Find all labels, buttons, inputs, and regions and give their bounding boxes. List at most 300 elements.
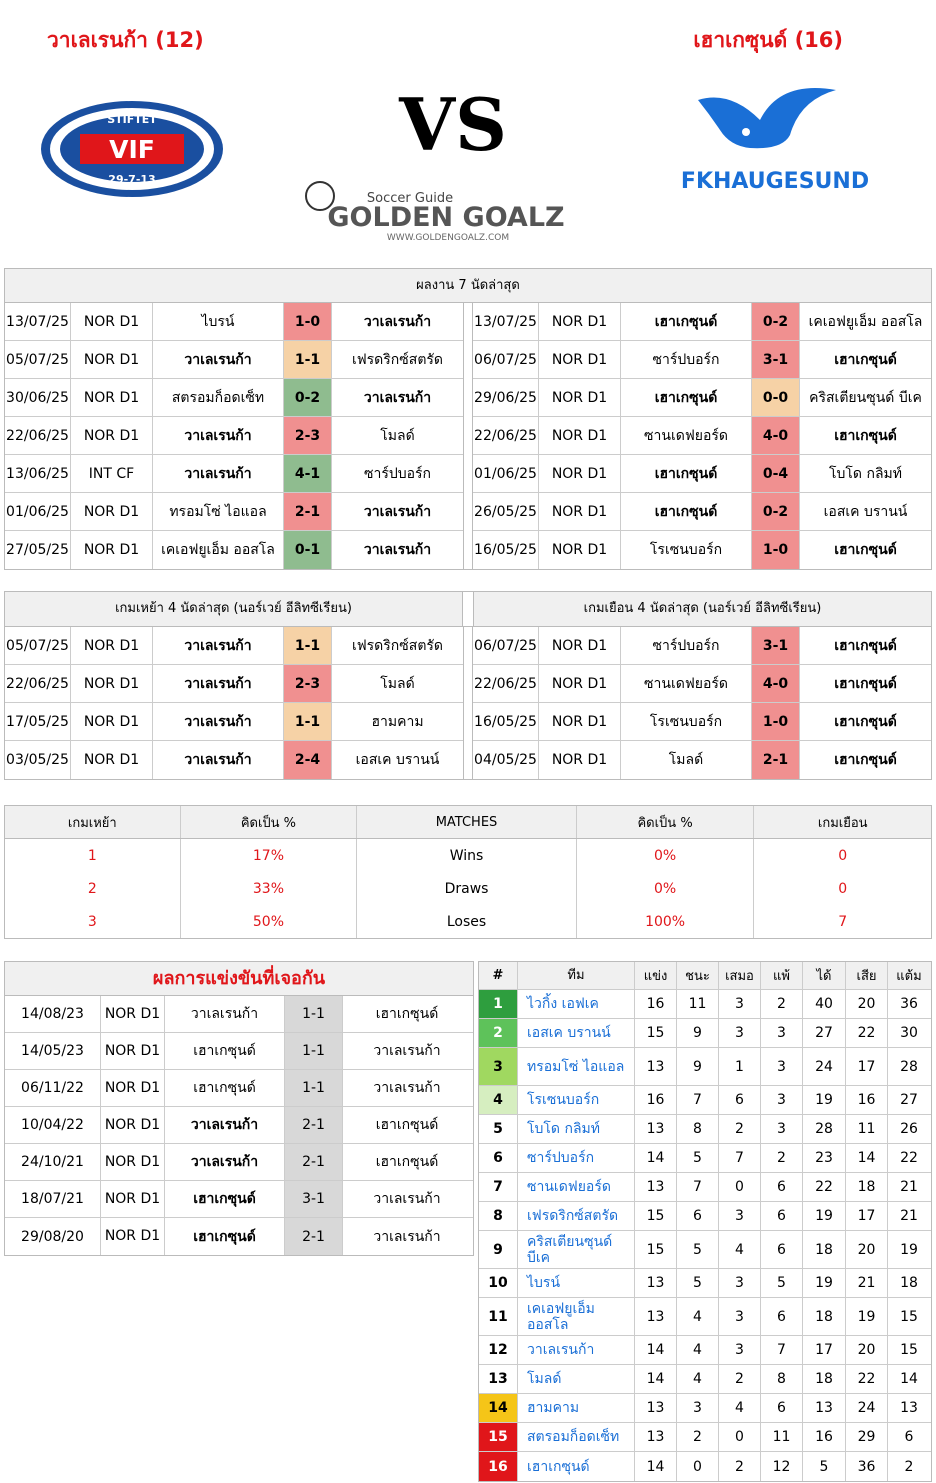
vs-graphic <box>399 82 507 167</box>
match-away-team[interactable]: คริสเตียนซุนด์ บีเค <box>809 389 922 406</box>
match-home-team[interactable]: เคเอฟยูเอ็ม ออสโล <box>153 531 284 569</box>
match-score: 1-0 <box>284 303 332 340</box>
match-league: NOR D1 <box>71 627 153 664</box>
match-away-team[interactable]: วาเลเรนก้า <box>363 389 432 406</box>
h2h-home-team[interactable]: เฮาเกซุนด์ <box>165 1033 285 1069</box>
match-score: 4-1 <box>284 455 332 492</box>
match-away-team[interactable]: เฮาเกซุนด์ <box>834 752 897 768</box>
h2h-row[interactable] <box>5 1218 473 1255</box>
standings-header: # <box>479 962 518 989</box>
match-away-team[interactable]: เอสเค บรานน์ <box>823 503 908 520</box>
match-away-team[interactable]: เฮาเกซุนด์ <box>834 427 897 444</box>
golden-goalz-logo <box>280 178 612 244</box>
match-away-team[interactable]: วาเลเรนก้า <box>363 542 432 558</box>
match-date: 01/06/25 <box>5 493 71 530</box>
standings-header: เสีย <box>846 962 888 989</box>
h2h-league: NOR D1 <box>101 996 165 1032</box>
standings-cell: 14 <box>846 1144 888 1172</box>
match-row[interactable] <box>473 741 931 779</box>
standings-cell: 15 <box>635 1019 677 1047</box>
match-away-team[interactable]: โมลด์ <box>380 427 415 444</box>
match-away-team[interactable]: โบโด กลิมท์ <box>829 465 902 482</box>
match-home-team[interactable]: สตรอมก็อดเซ็ท <box>153 379 284 416</box>
standings-cell: 7 <box>479 1173 518 1201</box>
h2h-home-team[interactable]: วาเลเรนก้า <box>165 1107 285 1143</box>
match-date: 22/06/25 <box>5 417 71 454</box>
standings-cell: 19 <box>803 1086 846 1114</box>
summary-cell: 0 <box>838 880 848 897</box>
match-away-team[interactable]: ฮามคาม <box>371 713 424 730</box>
summary-cell: 17% <box>181 839 358 872</box>
h2h-away-team[interactable]: วาเลเรนก้า <box>373 1191 441 1207</box>
standings-cell: 13 <box>900 1400 918 1416</box>
h2h-league: NOR D1 <box>101 1033 165 1069</box>
match-row[interactable] <box>5 493 463 531</box>
standings-team-link[interactable]: โรเซนบอร์ก <box>518 1086 635 1114</box>
last7-section <box>4 268 932 570</box>
standings-cell: 4 <box>677 1336 719 1364</box>
match-score: 1-0 <box>752 703 800 740</box>
match-score: 0-1 <box>284 531 332 569</box>
match-league: NOR D1 <box>539 303 621 340</box>
vs-text: VS <box>399 82 507 167</box>
standings-row <box>479 1115 931 1144</box>
standings-team-link[interactable]: ทรอมโซ่ ไอแอล <box>518 1048 635 1085</box>
match-home-team[interactable]: วาเลเรนก้า <box>153 665 284 702</box>
standings-cell: 27 <box>900 1092 918 1108</box>
match-away-team[interactable]: เอสเค บรานน์ <box>355 752 440 768</box>
standings-cell: 14 <box>635 1365 677 1393</box>
standings-team-link[interactable]: วาเลเรนก้า <box>518 1336 635 1364</box>
match-league: NOR D1 <box>71 341 153 378</box>
standings-cell: 3 <box>719 1019 761 1047</box>
h2h-home-team[interactable]: เฮาเกซุนด์ <box>165 1181 285 1217</box>
standings-cell: 26 <box>900 1121 918 1137</box>
last4-away-list <box>473 627 931 779</box>
standings-row <box>479 990 931 1019</box>
match-date: 22/06/25 <box>5 665 71 702</box>
match-home-team[interactable]: ซาร์ปบอร์ก <box>621 341 752 378</box>
match-row[interactable] <box>473 417 931 455</box>
standings-cell: 14 <box>635 1452 677 1481</box>
last7-title: ผลงาน 7 นัดล่าสุด <box>5 269 931 303</box>
standings-cell: 0 <box>677 1452 719 1481</box>
match-home-team[interactable]: เฮาเกซุนด์ <box>621 493 752 530</box>
match-date: 17/05/25 <box>5 703 71 740</box>
match-row[interactable] <box>473 455 931 493</box>
standings-cell: 24 <box>846 1394 888 1422</box>
standings-cell: 14 <box>635 1144 677 1172</box>
h2h-away-team[interactable]: เฮาเกซุนด์ <box>375 1006 439 1022</box>
h2h-away-team[interactable]: วาเลเรนก้า <box>373 1228 441 1245</box>
standings-cell: 2 <box>719 1452 761 1481</box>
match-date: 16/05/25 <box>473 703 539 740</box>
standings-cell: 17 <box>803 1336 846 1364</box>
standings-cell: 3 <box>479 1048 518 1085</box>
standings-cell: 13 <box>635 1394 677 1422</box>
match-date: 22/06/25 <box>473 665 539 702</box>
match-date: 05/07/25 <box>5 627 71 664</box>
standings-cell: 7 <box>677 1086 719 1114</box>
standings-row <box>479 1452 931 1481</box>
match-home-team[interactable]: วาเลเรนก้า <box>153 703 284 740</box>
match-home-team[interactable]: วาเลเรนก้า <box>153 741 284 779</box>
standings-cell: 28 <box>900 1058 918 1075</box>
match-date: 22/06/25 <box>473 417 539 454</box>
standings-cell: 28 <box>803 1115 846 1143</box>
summary-row <box>5 905 931 938</box>
h2h-score: 2-1 <box>285 1218 343 1255</box>
summary-cell: 50% <box>181 905 358 938</box>
home-team-title: วาเลเรนก้า (12) <box>47 28 204 52</box>
match-score: 2-3 <box>284 665 332 702</box>
standings-team-link[interactable]: เอสเค บรานน์ <box>518 1019 635 1047</box>
standings-cell: 30 <box>900 1025 918 1041</box>
standings-cell: 6 <box>761 1298 803 1335</box>
brand-url-text: WWW.GOLDENGOALZ.COM <box>386 233 510 243</box>
standings-cell: 6 <box>761 1202 803 1230</box>
h2h-league: NOR D1 <box>101 1144 165 1180</box>
h2h-home-team[interactable]: วาเลเรนก้า <box>165 1144 285 1180</box>
match-score: 2-4 <box>284 741 332 779</box>
h2h-away-team[interactable]: วาเลเรนก้า <box>373 1080 441 1096</box>
match-league: NOR D1 <box>71 741 153 779</box>
match-row[interactable] <box>5 627 463 665</box>
match-row[interactable] <box>473 627 931 665</box>
standings-cell: 0 <box>719 1173 761 1201</box>
standings-cell: 13 <box>635 1115 677 1143</box>
standings-cell: 3 <box>677 1394 719 1422</box>
h2h-date: 24/10/21 <box>5 1144 101 1180</box>
standings-team-link[interactable]: ซานเดฟยอร์ด <box>518 1173 635 1201</box>
match-league: NOR D1 <box>539 627 621 664</box>
standings-cell: 13 <box>803 1394 846 1422</box>
summary-table <box>4 805 932 939</box>
standings-team-link[interactable]: คริสเตียนซุนด์ บีเค <box>518 1231 635 1268</box>
match-away-team[interactable]: เฮาเกซุนด์ <box>834 351 897 368</box>
standings-team-link[interactable]: โบโด กลิมท์ <box>518 1115 635 1143</box>
match-row[interactable] <box>5 741 463 779</box>
h2h-date: 18/07/21 <box>5 1181 101 1217</box>
standings-cell: 13 <box>479 1365 518 1393</box>
standings-cell: 29 <box>846 1423 888 1451</box>
summary-cell: Draws <box>357 872 577 905</box>
standings-cell: 5 <box>479 1115 518 1143</box>
match-date: 06/07/25 <box>473 627 539 664</box>
match-score: 3-1 <box>752 341 800 378</box>
match-home-team[interactable]: ซานเดฟยอร์ด <box>621 665 752 702</box>
standings-cell: 13 <box>635 1048 677 1085</box>
h2h-league: NOR D1 <box>101 1107 165 1143</box>
match-home-team[interactable]: วาเลเรนก้า <box>153 341 284 378</box>
match-league: NOR D1 <box>539 741 621 779</box>
standings-cell: 18 <box>846 1173 888 1201</box>
match-date: 04/05/25 <box>473 741 539 779</box>
match-home-team[interactable]: วาเลเรนก้า <box>153 417 284 454</box>
standings-cell: 9 <box>677 1019 719 1047</box>
standings-row <box>479 1086 931 1115</box>
standings-cell: 6 <box>761 1231 803 1268</box>
standings-cell: 4 <box>677 1298 719 1335</box>
valerenga-logo-bottom: 29-7-13 <box>108 173 156 186</box>
standings-cell: 14 <box>900 1371 918 1387</box>
standings-cell: 6 <box>761 1394 803 1422</box>
match-row[interactable] <box>473 531 931 569</box>
match-score: 0-0 <box>752 379 800 416</box>
match-row[interactable] <box>473 665 931 703</box>
summary-row <box>5 839 931 872</box>
standings-team-link[interactable]: สตรอมก็อดเซ็ท <box>518 1423 635 1451</box>
standings-cell: 36 <box>846 1452 888 1481</box>
match-league: NOR D1 <box>71 665 153 702</box>
h2h-row[interactable] <box>5 1144 473 1181</box>
standings-cell: 3 <box>719 1202 761 1230</box>
standings-row <box>479 1336 931 1365</box>
standings-cell: 3 <box>761 1048 803 1085</box>
match-home-team[interactable]: เฮาเกซุนด์ <box>621 455 752 492</box>
h2h-away-team[interactable]: เฮาเกซุนด์ <box>375 1117 439 1133</box>
h2h-row[interactable] <box>5 1070 473 1107</box>
match-home-team[interactable]: วาเลเรนก้า <box>153 627 284 664</box>
summary-row <box>5 872 931 905</box>
valerenga-logo <box>40 100 224 198</box>
standings-team-link[interactable]: ซาร์ปบอร์ก <box>518 1144 635 1172</box>
standings-cell: 20 <box>846 1336 888 1364</box>
h2h-date: 06/11/22 <box>5 1070 101 1106</box>
standings-cell: 6 <box>761 1173 803 1201</box>
match-away-team[interactable]: เฟรดริกซ์สตรัด <box>351 351 444 368</box>
standings-header: ทีม <box>518 962 635 989</box>
standings-cell: 14 <box>479 1394 518 1422</box>
standings-cell: 5 <box>677 1144 719 1172</box>
h2h-date: 14/08/23 <box>5 996 101 1032</box>
standings-cell: 3 <box>761 1086 803 1114</box>
standings-cell: 15 <box>635 1231 677 1268</box>
match-row[interactable] <box>5 455 463 493</box>
standings-row <box>479 1019 931 1048</box>
match-league: NOR D1 <box>71 493 153 530</box>
match-row[interactable] <box>473 493 931 531</box>
standings-cell: 11 <box>479 1298 518 1335</box>
match-score: 1-1 <box>284 627 332 664</box>
standings-cell: 16 <box>635 1086 677 1114</box>
match-row[interactable] <box>5 303 463 341</box>
match-score: 1-1 <box>284 341 332 378</box>
last4-home-title: เกมเหย้า 4 นัดล่าสุด (นอร์เวย์ อีลิทซีเรียน) <box>5 592 462 626</box>
h2h-home-team[interactable]: เฮาเกซุนด์ <box>165 1218 285 1255</box>
match-row[interactable] <box>473 303 931 341</box>
h2h-date: 29/08/20 <box>5 1218 101 1255</box>
match-away-team[interactable]: วาเลเรนก้า <box>363 503 432 520</box>
h2h-date: 14/05/23 <box>5 1033 101 1069</box>
standings-cell: 10 <box>479 1269 518 1297</box>
match-home-team[interactable]: ไบรน์ <box>153 303 284 340</box>
standings-cell: 2 <box>761 1144 803 1172</box>
standings-team-link[interactable]: เฮาเกซุนด์ <box>518 1452 635 1481</box>
standings-cell: 14 <box>635 1336 677 1364</box>
summary-cell: 2 <box>5 872 181 905</box>
standings-cell: 13 <box>635 1269 677 1297</box>
standings-cell: 3 <box>719 1336 761 1364</box>
standings-cell: 15 <box>479 1423 518 1451</box>
h2h-league: NOR D1 <box>101 1218 165 1255</box>
standings-cell: 22 <box>846 1019 888 1047</box>
h2h-title: ผลการแข่งขันที่เจอกัน <box>5 962 473 996</box>
standings-cell: 19 <box>900 1241 918 1258</box>
standings-team-link[interactable]: ไบรน์ <box>518 1269 635 1297</box>
standings-cell: 18 <box>803 1231 846 1268</box>
match-row[interactable] <box>473 379 931 417</box>
match-home-team[interactable]: ซานเดฟยอร์ด <box>621 417 752 454</box>
standings-cell: 1 <box>479 990 518 1018</box>
h2h-home-team[interactable]: วาเลเรนก้า <box>165 996 285 1032</box>
match-away-team[interactable]: เฮาเกซุนด์ <box>834 637 897 654</box>
match-date: 16/05/25 <box>473 531 539 569</box>
match-home-team[interactable]: ซาร์ปบอร์ก <box>621 627 752 664</box>
standings-cell: 11 <box>761 1423 803 1451</box>
valerenga-logo-text: VIF <box>109 135 155 164</box>
match-away-team[interactable]: เฟรดริกซ์สตรัด <box>351 637 444 654</box>
match-score: 0-2 <box>752 493 800 530</box>
standings-row <box>479 1298 931 1336</box>
summary-header: เกมเยือน <box>817 815 868 831</box>
match-row[interactable] <box>5 379 463 417</box>
summary-cell: 33% <box>181 872 358 905</box>
match-away-team[interactable]: วาเลเรนก้า <box>363 313 432 330</box>
h2h-league: NOR D1 <box>101 1070 165 1106</box>
h2h-row[interactable] <box>5 1181 473 1218</box>
standings-cell: 5 <box>803 1452 846 1481</box>
match-row[interactable] <box>5 665 463 703</box>
standings-cell: 5 <box>677 1269 719 1297</box>
standings-cell: 4 <box>479 1086 518 1114</box>
match-row[interactable] <box>5 341 463 379</box>
match-row[interactable] <box>5 531 463 569</box>
match-away-team[interactable]: เฮาเกซุนด์ <box>834 675 897 692</box>
standings-cell: 2 <box>479 1019 518 1047</box>
match-score: 0-2 <box>752 303 800 340</box>
h2h-row[interactable] <box>5 996 473 1033</box>
standings-cell: 4 <box>719 1394 761 1422</box>
match-away-team[interactable]: เฮาเกซุนด์ <box>834 542 897 558</box>
h2h-score: 3-1 <box>285 1181 343 1217</box>
summary-header: คิดเป็น % <box>577 806 755 838</box>
match-date: 27/05/25 <box>5 531 71 569</box>
summary-header: เกมเหย้า <box>5 806 181 838</box>
match-league: NOR D1 <box>71 379 153 416</box>
standings-header: แข่ง <box>635 962 677 989</box>
standings-team-link[interactable]: ฮามคาม <box>518 1394 635 1422</box>
standings-cell: 22 <box>803 1173 846 1201</box>
h2h-row[interactable] <box>5 1107 473 1144</box>
standings-cell: 27 <box>803 1019 846 1047</box>
match-score: 2-3 <box>284 417 332 454</box>
match-date: 13/07/25 <box>473 303 539 340</box>
valerenga-logo-top: STIFTET <box>107 113 157 126</box>
away-team-title: เฮาเกซุนด์ (16) <box>693 28 843 52</box>
match-row[interactable] <box>5 417 463 455</box>
standings-team-link[interactable]: ไวกิ้ง เอฟเค <box>518 990 635 1018</box>
standings-row <box>479 1231 931 1269</box>
match-home-team[interactable]: โรเซนบอร์ก <box>621 531 752 569</box>
match-league: NOR D1 <box>71 417 153 454</box>
summary-header: คิดเป็น % <box>181 806 358 838</box>
h2h-score: 1-1 <box>285 996 343 1032</box>
standings-cell: 13 <box>635 1423 677 1451</box>
standings-cell: 0 <box>719 1423 761 1451</box>
standings-header: ชนะ <box>677 962 719 989</box>
match-home-team[interactable]: เฮาเกซุนด์ <box>621 379 752 416</box>
match-score: 3-1 <box>752 627 800 664</box>
h2h-row[interactable] <box>5 1033 473 1070</box>
match-date: 30/06/25 <box>5 379 71 416</box>
summary-cell: Loses <box>357 905 577 938</box>
standings-team-link[interactable]: โมลด์ <box>518 1365 635 1393</box>
standings-cell: 12 <box>479 1336 518 1364</box>
summary-cell: 1 <box>5 839 181 872</box>
brand-small-text: Soccer Guide <box>366 191 454 206</box>
match-score: 1-1 <box>284 703 332 740</box>
h2h-away-team[interactable]: เฮาเกซุนด์ <box>375 1154 439 1170</box>
match-league: NOR D1 <box>539 341 621 378</box>
standings-cell: 20 <box>846 1231 888 1268</box>
match-score: 0-2 <box>284 379 332 416</box>
standings-cell: 40 <box>803 990 846 1018</box>
match-score: 4-0 <box>752 665 800 702</box>
standings-team-link[interactable]: เฟรดริกซ์สตรัด <box>518 1202 635 1230</box>
standings-cell: 15 <box>635 1202 677 1230</box>
h2h-league: NOR D1 <box>101 1181 165 1217</box>
standings-cell: 7 <box>719 1144 761 1172</box>
standings-team-link[interactable]: เคเอฟยูเอ็ม ออสโล <box>518 1298 635 1335</box>
standings-cell: 19 <box>846 1298 888 1335</box>
match-league: NOR D1 <box>71 531 153 569</box>
h2h-home-team[interactable]: เฮาเกซุนด์ <box>165 1070 285 1106</box>
match-row[interactable] <box>473 341 931 379</box>
standings-cell: 5 <box>761 1269 803 1297</box>
match-score: 2-1 <box>284 493 332 530</box>
standings-cell: 22 <box>900 1150 918 1166</box>
match-score: 0-4 <box>752 455 800 492</box>
standings-header: ได้ <box>803 962 846 989</box>
standings-cell: 8 <box>677 1115 719 1143</box>
summary-cell: 3 <box>5 905 181 938</box>
standings-cell: 18 <box>900 1275 918 1291</box>
standings-cell: 13 <box>635 1298 677 1335</box>
match-away-team[interactable]: เคเอฟยูเอ็ม ออสโล <box>808 313 923 330</box>
h2h-away-team[interactable]: วาเลเรนก้า <box>373 1043 441 1059</box>
h2h-score: 1-1 <box>285 1033 343 1069</box>
match-date: 05/07/25 <box>5 341 71 378</box>
match-away-team[interactable]: เฮาเกซุนด์ <box>834 713 897 730</box>
match-home-team[interactable]: วาเลเรนก้า <box>153 455 284 492</box>
standings-cell: 2 <box>677 1423 719 1451</box>
match-row[interactable] <box>5 703 463 741</box>
standings-row <box>479 1048 931 1086</box>
standings-cell: 4 <box>719 1231 761 1268</box>
match-home-team[interactable]: โรเซนบอร์ก <box>621 703 752 740</box>
match-away-team[interactable]: โมลด์ <box>380 675 415 692</box>
h2h-score: 1-1 <box>285 1070 343 1106</box>
match-home-team[interactable]: โมลด์ <box>621 741 752 779</box>
match-home-team[interactable]: ทรอมโซ่ ไอแอล <box>153 493 284 530</box>
match-row[interactable] <box>473 703 931 741</box>
standings-cell: 4 <box>677 1365 719 1393</box>
match-away-team[interactable]: ซาร์ปบอร์ก <box>363 465 432 482</box>
standings-cell: 2 <box>719 1365 761 1393</box>
match-home-team[interactable]: เฮาเกซุนด์ <box>621 303 752 340</box>
match-league: INT CF <box>71 455 153 492</box>
